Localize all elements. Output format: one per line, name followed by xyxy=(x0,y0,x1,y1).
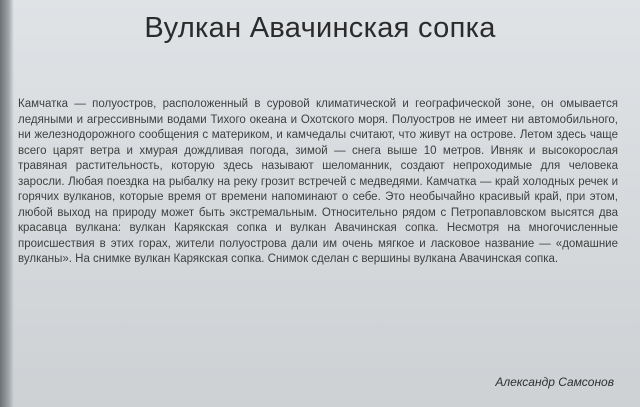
plaque-frame-edge xyxy=(0,0,14,407)
author-signature: Александр Самсонов xyxy=(495,375,614,389)
plaque-body-text: Камчатка — полуостров, расположенный в суровой климатической и географической зоне, он омывается ледяными и агрессивными водами Тихого океана и Охотского моря. Полуостров не имеет ни автомобильного, ни железнодорожного сообщения с материком, и камчедалы считают, что живут на острове. Летом здесь чаще всего царят ветра и хмурая дождливая погода, зимой — снега выше 10 метров. Ивняк и высокорослая травяная растительность, которую здесь называют шеломанник, создают непроходимые для человека заросли. Любая поездка на рыбалку на реку грозит встречей с медведями. Камчатка — край холодных речек и горячих вулканов, которые время от времени напоминают о себе. Это необычайно красивый край, при этом, любой выход на природу может быть экстремальным. Относительно рядом с Петропавловском высятся два красавца вулкана: вулкан Карякская сопка и вулкан Авачинская сопка. Несмотря на многочисленные происшествия в этих горах, жители полуострова дали им очень мягкое и ласковое название — «домашние вулканы». На снимке вулкан Карякская сопка. Снимок сделан с вершины вулкана Авачинская сопка. xyxy=(18,98,618,265)
plaque-title: Вулкан Авачинская сопка xyxy=(144,12,496,44)
